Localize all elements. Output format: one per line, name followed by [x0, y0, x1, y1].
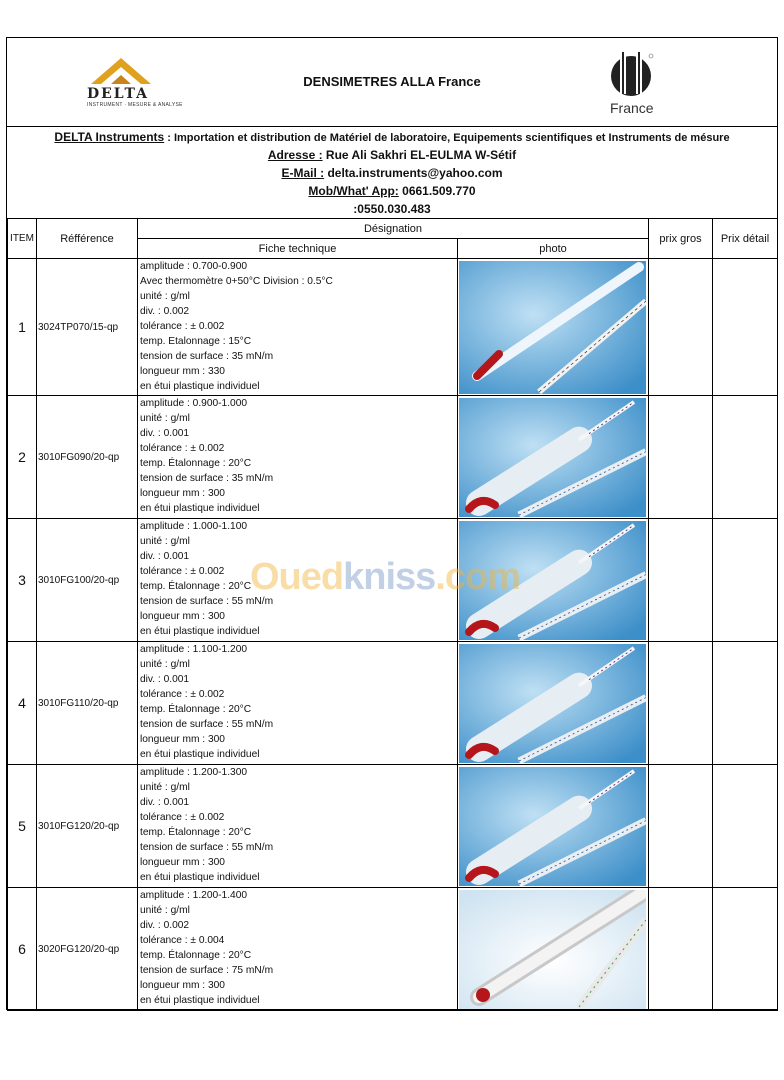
watermark-part-1: Oued: [250, 556, 344, 598]
spec-line: div. : 0.001: [140, 797, 190, 808]
alla-logo-country: France: [610, 100, 654, 116]
product-photo: [458, 888, 649, 1011]
item-number: 4: [8, 642, 37, 765]
delta-logo-subtitle: INSTRUMENT · MESURE & ANALYSE: [87, 102, 183, 108]
spec-line: unité : g/ml: [140, 782, 190, 793]
watermark-part-2: kniss: [343, 556, 436, 598]
prix-gros-cell: [649, 519, 713, 642]
header-prix-gros: prix gros: [649, 219, 713, 259]
spec-line: tolérance : ± 0.002: [140, 443, 225, 454]
hydrometer-photo-icon: [459, 261, 646, 394]
table-row: [8, 642, 778, 765]
email-value: delta.instruments@yahoo.com: [324, 166, 503, 180]
spec-line: tolérance : ± 0.002: [140, 812, 225, 823]
prix-detail-cell: [713, 642, 778, 765]
item-number: 5: [8, 765, 37, 888]
spec-line: div. : 0.002: [140, 920, 190, 931]
hydrometer-photo-icon: [459, 398, 646, 517]
phone-value: 0661.509.770: [398, 184, 476, 198]
spec-line: amplitude : 1.200-1.300: [140, 767, 248, 778]
spec-line: div. : 0.001: [140, 674, 190, 685]
product-photo: [458, 396, 649, 519]
company-line: [7, 130, 777, 144]
spec-line: tension de surface : 75 mN/m: [140, 965, 274, 976]
item-number: 3: [8, 519, 37, 642]
spec-line: en étui plastique individuel: [140, 872, 260, 883]
spec-line: tolérance : ± 0.004: [140, 935, 225, 946]
prix-gros-cell: [649, 642, 713, 765]
header-reference: Réfférence: [37, 219, 138, 259]
header-prix-detail: Prix détail: [713, 219, 778, 259]
prix-gros-cell: [649, 396, 713, 519]
prix-detail-cell: [713, 888, 778, 1011]
fiche-technique: [138, 888, 458, 1011]
table-row: [8, 259, 778, 396]
spec-line: unité : g/ml: [140, 413, 190, 424]
phone-label: Mob/What' App:: [308, 184, 399, 198]
prix-gros-cell: [649, 259, 713, 396]
address-value: Rue Ali Sakhri EL-EULMA W-Sétif: [322, 148, 517, 162]
company-info: [7, 126, 777, 219]
spec-line: unité : g/ml: [140, 659, 190, 670]
watermark: [250, 556, 520, 599]
reference-code: 3010FG100/20-qp: [37, 519, 138, 642]
spec-line: amplitude : 0.900-1.000: [140, 398, 248, 409]
company-name: DELTA Instruments: [54, 130, 165, 144]
spec-line: temp. Etalonnage : 15°C: [140, 336, 252, 347]
product-photo: [458, 642, 649, 765]
prix-detail-cell: [713, 396, 778, 519]
item-number: 2: [8, 396, 37, 519]
header-fiche-technique: Fiche technique: [138, 239, 458, 259]
hydrometer-photo-icon: [459, 890, 646, 1009]
fiche-technique: [138, 765, 458, 888]
spec-line: en étui plastique individuel: [140, 749, 260, 760]
spec-line: amplitude : 0.700-0.900: [140, 261, 248, 272]
spec-line: temp. Étalonnage : 20°C: [140, 458, 252, 469]
table-row: [8, 765, 778, 888]
spec-line: amplitude : 1.100-1.200: [140, 644, 248, 655]
spec-line: en étui plastique individuel: [140, 995, 260, 1006]
spec-line: longueur mm : 330: [140, 366, 225, 377]
prix-gros-cell: [649, 765, 713, 888]
spec-line: div. : 0.002: [140, 306, 190, 317]
spec-line: tension de surface : 55 mN/m: [140, 842, 274, 853]
reference-code: 3024TP070/15-qp: [37, 259, 138, 396]
hydrometer-photo-icon: [459, 644, 646, 763]
email-line: [7, 166, 777, 180]
spec-line: longueur mm : 300: [140, 611, 225, 622]
spec-line: unité : g/ml: [140, 905, 190, 916]
spec-line: div. : 0.001: [140, 428, 190, 439]
fiche-technique: [138, 396, 458, 519]
spec-line: tension de surface : 35 mN/m: [140, 351, 274, 362]
reference-code: 3010FG110/20-qp: [37, 642, 138, 765]
spec-line: Avec thermomètre 0+50°C Division : 0.5°C: [140, 276, 333, 287]
header-photo: photo: [458, 239, 649, 259]
item-number: 1: [8, 259, 37, 396]
reference-code: 3010FG120/20-qp: [37, 765, 138, 888]
spec-line: longueur mm : 300: [140, 980, 225, 991]
spec-line: longueur mm : 300: [140, 488, 225, 499]
address-label: Adresse :: [267, 148, 323, 162]
email-label: E-Mail :: [281, 166, 325, 180]
fiche-technique: [138, 642, 458, 765]
document-header: [7, 38, 777, 127]
spec-line: en étui plastique individuel: [140, 381, 260, 392]
spec-line: longueur mm : 300: [140, 857, 225, 868]
fiche-technique: [138, 259, 458, 396]
phone-value-2: :0550.030.483: [353, 202, 431, 216]
spec-line: tension de surface : 55 mN/m: [140, 719, 274, 730]
reference-code: 3020FG120/20-qp: [37, 888, 138, 1011]
address-line: [7, 148, 777, 162]
spec-line: en étui plastique individuel: [140, 503, 260, 514]
reference-code: 3010FG090/20-qp: [37, 396, 138, 519]
prix-detail-cell: [713, 259, 778, 396]
price-sheet: [6, 37, 778, 1010]
prix-gros-cell: [649, 888, 713, 1011]
header-item: ITEM: [8, 219, 37, 259]
spec-line: unité : g/ml: [140, 536, 190, 547]
hydrometer-photo-icon: [459, 767, 646, 886]
product-photo: [458, 259, 649, 396]
spec-line: unité : g/ml: [140, 291, 190, 302]
spec-line: temp. Étalonnage : 20°C: [140, 950, 252, 961]
spec-line: temp. Étalonnage : 20°C: [140, 581, 252, 592]
spec-line: tolérance : ± 0.002: [140, 321, 225, 332]
company-description: : Importation et distribution de Matériel de laboratoire, Equipements scientifiques et Instruments de mésure: [164, 132, 730, 144]
spec-line: tolérance : ± 0.002: [140, 689, 225, 700]
table-row: [8, 396, 778, 519]
product-table: [7, 218, 778, 1011]
prix-detail-cell: [713, 519, 778, 642]
page-title: DENSIMETRES ALLA France: [303, 74, 481, 89]
spec-line: tolérance : ± 0.002: [140, 566, 225, 577]
table-row: [8, 888, 778, 1011]
alla-logo-icon: [605, 50, 657, 98]
spec-line: longueur mm : 300: [140, 734, 225, 745]
item-number: 6: [8, 888, 37, 1011]
prix-detail-cell: [713, 765, 778, 888]
product-photo: [458, 765, 649, 888]
spec-line: amplitude : 1.200-1.400: [140, 890, 248, 901]
spec-line: amplitude : 1.000-1.100: [140, 521, 248, 532]
spec-line: temp. Étalonnage : 20°C: [140, 704, 252, 715]
watermark-part-3: .com: [435, 556, 520, 598]
header-designation: Désignation: [138, 219, 649, 239]
delta-logo-word: DELTA: [87, 86, 150, 102]
spec-line: div. : 0.001: [140, 551, 190, 562]
phone-line: [7, 184, 777, 198]
spec-line: tension de surface : 55 mN/m: [140, 596, 274, 607]
phone-line-2: [7, 202, 777, 216]
spec-line: temp. Étalonnage : 20°C: [140, 827, 252, 838]
spec-line: tension de surface : 35 mN/m: [140, 473, 274, 484]
spec-line: en étui plastique individuel: [140, 626, 260, 637]
